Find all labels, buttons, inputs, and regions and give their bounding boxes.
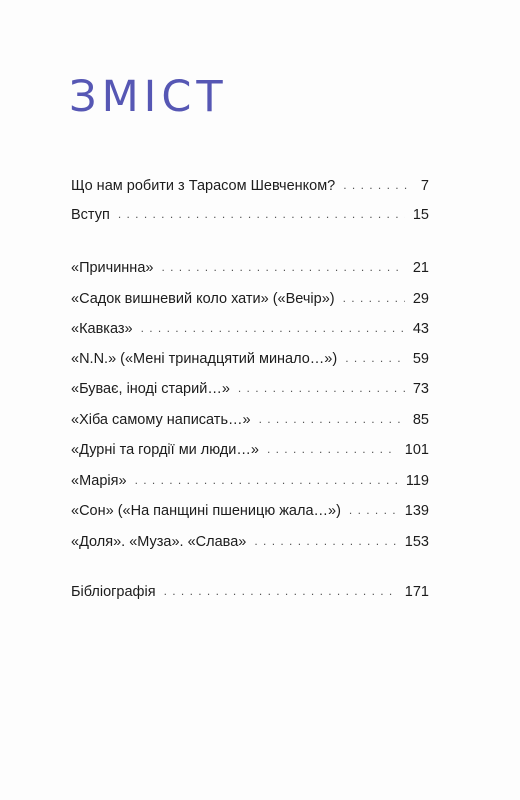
toc-entry[interactable] — [71, 350, 429, 368]
toc-entry[interactable] — [71, 380, 429, 398]
toc-entry-page: 29 — [412, 291, 429, 307]
dot-leader — [238, 379, 405, 397]
dot-leader — [345, 349, 405, 367]
toc-entry[interactable] — [71, 533, 429, 551]
dot-leader — [267, 440, 397, 458]
dot-leader — [343, 176, 413, 194]
dot-leader — [135, 471, 398, 489]
toc-entry-title: «Причинна» — [71, 260, 154, 276]
dot-leader — [254, 532, 396, 550]
toc-entry[interactable] — [71, 472, 429, 490]
toc-entry-page: 139 — [404, 503, 429, 519]
toc-entry[interactable] — [71, 502, 429, 520]
toc-entry-title: «Дурні та гордії ми люди…» — [71, 442, 259, 458]
toc-entry[interactable] — [71, 177, 429, 195]
toc-entry[interactable] — [71, 259, 429, 277]
toc-entry-page: 73 — [412, 381, 429, 397]
toc-entry[interactable] — [71, 441, 429, 459]
toc-entry[interactable] — [71, 411, 429, 429]
page-title: ЗМІСТ — [69, 72, 228, 122]
toc-entry-title: «Сон» («На панщині пшеницю жала…») — [71, 503, 341, 519]
toc-entry[interactable] — [71, 206, 429, 224]
toc-entry-title: «Буває, іноді старий…» — [71, 381, 230, 397]
toc-entry-title: «Садок вишневий коло хати» («Вечір») — [71, 291, 335, 307]
toc-entry-title: Бібліографія — [71, 584, 156, 600]
toc-entry-page: 119 — [405, 473, 429, 489]
dot-leader — [349, 501, 397, 519]
dot-leader — [343, 289, 405, 307]
toc-entry-title: Вступ — [71, 207, 110, 223]
dot-leader — [161, 258, 404, 276]
toc-entry-title: «Хіба самому написать…» — [71, 412, 251, 428]
toc-entry-page: 15 — [412, 207, 429, 223]
toc-entry-page: 43 — [412, 321, 429, 337]
toc-entry-title: «Кавказ» — [71, 321, 133, 337]
toc-entry-page: 85 — [412, 412, 429, 428]
dot-leader — [259, 410, 405, 428]
toc-entry-page: 171 — [404, 584, 429, 600]
toc-entry-title: «Марія» — [71, 473, 127, 489]
toc-entry-title: «Доля». «Муза». «Слава» — [71, 534, 247, 550]
toc-entry-page: 153 — [404, 534, 429, 550]
dot-leader — [164, 582, 397, 600]
toc-entry[interactable] — [71, 320, 429, 338]
dot-leader — [141, 319, 405, 337]
toc-entry[interactable] — [71, 290, 429, 308]
toc-entry-page: 101 — [404, 442, 429, 458]
toc-entry-page: 59 — [412, 351, 429, 367]
toc-entry-title: Що нам робити з Тарасом Шевченком? — [71, 178, 336, 194]
toc-entry[interactable] — [71, 583, 429, 601]
toc-entry-page: 21 — [412, 260, 429, 276]
toc-entry-page: 7 — [420, 178, 429, 194]
toc-entry-title: «N.N.» («Мені тринадцятий минало…») — [71, 351, 338, 367]
dot-leader — [118, 205, 405, 223]
